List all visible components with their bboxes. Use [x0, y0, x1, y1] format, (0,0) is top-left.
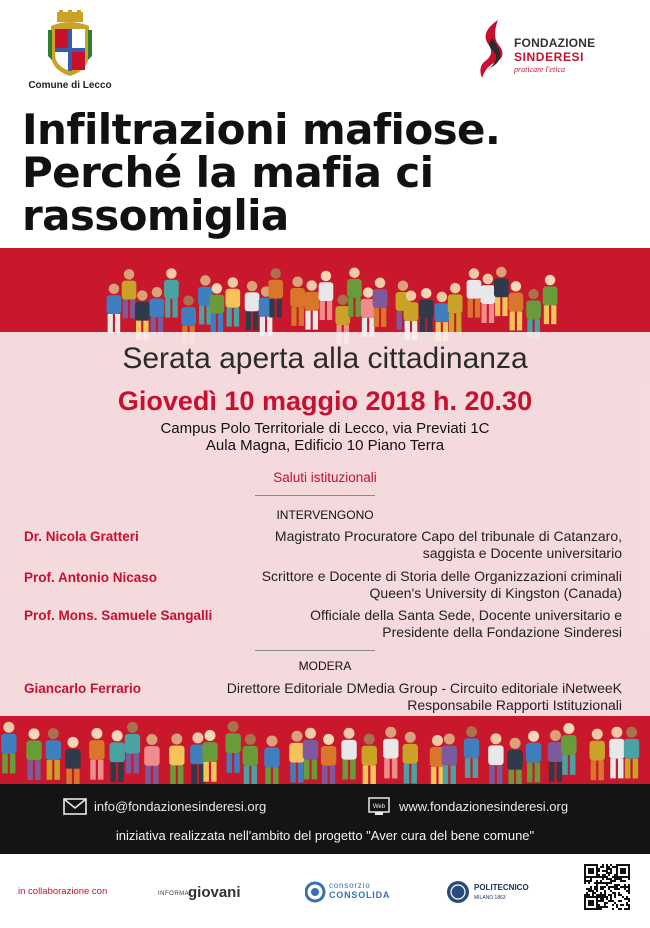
politecnico-logo [446, 876, 546, 912]
speaker-name: Prof. Mons. Samuele Sangalli [24, 608, 213, 623]
event-venue [0, 420, 650, 454]
crowd-figure [202, 730, 217, 782]
moderator-role-line: Responsabile Rapporti Istituzionali [407, 697, 622, 713]
venue-line-2: Aula Magna, Edificio 10 Piano Terra [205, 437, 445, 454]
crowd-figure [225, 721, 240, 773]
event-subtitle: Serata aperta alla cittadinanza [122, 342, 528, 375]
consolida-line1: consorzio [329, 881, 371, 890]
crowd-figure [609, 727, 624, 779]
crowd-figure [1, 722, 16, 774]
speaker-role-line: Magistrato Procuratore Capo del tribunale di Catanzaro, [274, 528, 622, 544]
crowd-figure [419, 288, 434, 337]
crowd-figure [125, 722, 140, 774]
crowd-figure [122, 269, 137, 318]
divider [255, 650, 375, 651]
consolida-line2: CONSOLIDA [329, 890, 391, 900]
city-crest-icon [45, 10, 95, 78]
foundation-flame-icon [476, 18, 512, 80]
event-date: Giovedì 10 maggio 2018 h. 20.30 [117, 386, 533, 416]
crowd-figure [144, 734, 159, 784]
polimi-line2: MILANO 1863 [474, 895, 506, 901]
crowd-figure [243, 734, 258, 784]
crowd-figure [107, 284, 122, 333]
speaker-role-line: saggista e Docente universitario [422, 545, 622, 561]
crowd-figure [448, 283, 463, 332]
crowd-figure [509, 281, 524, 330]
contact-email[interactable]: info@fondazionesinderesi.org [94, 799, 267, 814]
title-line-3: rassomiglia [22, 191, 289, 240]
venue-line-1: Campus Polo Territoriale di Lecco, via Previati 1C [160, 420, 490, 437]
giovani-prefix: INFORMA [158, 891, 190, 897]
crowd-figure [494, 267, 509, 316]
moderator-heading: MODERA [298, 659, 352, 673]
crowd-figure [304, 280, 319, 329]
giovani-name: giovani [188, 884, 241, 901]
crowd-figure [109, 730, 124, 782]
foundation-tagline: praticare l'etica [514, 65, 565, 74]
qr-code-icon [584, 864, 630, 910]
crowd-figure [507, 738, 522, 784]
crowd-figure [362, 734, 377, 784]
consorzio-consolida-logo [305, 872, 405, 910]
web-icon [368, 797, 390, 817]
informagiovani-logo [158, 880, 250, 902]
crowd-figure [303, 728, 318, 780]
crowd-figure [526, 289, 541, 338]
crowd-figure [290, 276, 305, 325]
crowd-figure [467, 268, 482, 317]
speaker-role [182, 607, 622, 641]
speaker-name: Dr. Nicola Gratteri [24, 529, 139, 544]
crowd-figure [319, 271, 334, 320]
crowd-figure [164, 268, 179, 317]
foundation-name-line2: SINDERESI [514, 50, 585, 64]
crowd-figure [150, 287, 165, 336]
title-line-2: Perché la mafia ci [22, 148, 434, 197]
crowd-figure [65, 737, 80, 784]
crowd-figure [245, 281, 260, 330]
crowd-figure [590, 729, 605, 781]
event-title [22, 105, 501, 240]
moderator-role [152, 680, 622, 714]
greetings-label: Saluti istituzionali [273, 470, 377, 485]
crowd-figure [264, 735, 279, 784]
crowd-figure [321, 734, 336, 784]
mail-icon [63, 798, 87, 815]
speakers-heading: INTERVENGONO [276, 508, 374, 522]
speaker-role-line: Presidente della Fondazione Sinderesi [382, 624, 622, 640]
divider [255, 495, 375, 496]
crowd-figure [26, 728, 41, 780]
crowd-figure [464, 726, 479, 778]
speaker-role-line: Queen's University di Kingston (Canada) [369, 585, 622, 601]
title-line-1: Infiltrazioni mafiose. [22, 105, 501, 154]
crowd-figure [89, 728, 104, 780]
crowd-figure [225, 277, 240, 326]
crowd-figure [403, 732, 418, 784]
contact-bar [0, 784, 650, 854]
speaker-role-line: Officiale della Santa Sede, Docente universitario e [310, 607, 622, 623]
speaker-role-line: Scrittore e Docente di Storia delle Organizzazioni criminali [261, 568, 622, 584]
crowd-figure [442, 734, 457, 784]
crowd-figure [289, 731, 304, 783]
comune-label: Comune di Lecco [28, 80, 112, 91]
crowd-figure [561, 723, 576, 775]
moderator-role-line: Direttore Editoriale DMedia Group - Circuito editoriale iNetweeK [226, 680, 622, 696]
collaboration-label: in collaborazione con [18, 886, 108, 897]
speaker-name: Prof. Antonio Nicaso [24, 570, 158, 585]
crowd-figure [347, 267, 362, 316]
contact-website[interactable]: www.fondazionesinderesi.org [399, 799, 569, 814]
foundation-name-line1: FONDAZIONE [514, 36, 596, 50]
crowd-figure [383, 727, 398, 779]
moderator-name: Giancarlo Ferrario [24, 681, 142, 696]
web-icon-label: Web [372, 804, 386, 810]
crowd-figure [46, 728, 61, 780]
crowd-figure [169, 733, 184, 784]
polimi-line1: POLITECNICO [474, 883, 529, 892]
crowd-figure [548, 730, 563, 782]
initiative-note: iniziativa realizzata nell'ambito del progetto "Aver cura del bene comune" [115, 828, 535, 843]
crowd-figure [526, 731, 541, 783]
speaker-role [182, 568, 622, 602]
crowd-figure [624, 727, 639, 779]
crowd-figure [488, 733, 503, 784]
crowd-figure [268, 268, 283, 317]
crowd-figure [373, 278, 388, 327]
crowd-figure [543, 275, 558, 324]
speaker-role [182, 528, 622, 562]
crowd-figure [480, 274, 495, 323]
crowd-figure [341, 728, 356, 780]
